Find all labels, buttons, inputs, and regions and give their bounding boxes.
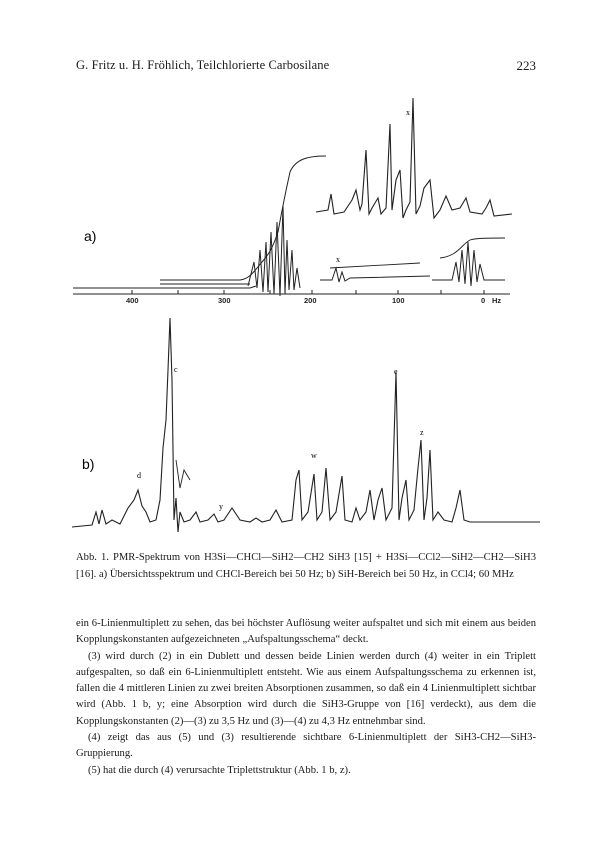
running-title: G. Fritz u. H. Fröhlich, Teilchlorierte Carbosilane [76,58,330,72]
chcl-absorption-overview [320,268,430,282]
body-text [76,616,536,779]
axis-tick-300: 300 [218,296,231,305]
panel-a [73,98,512,305]
axis-ticks [132,290,484,294]
paragraph-4: (5) hat die durch (4) verursachte Triplettstruktur (Abb. 1 b, z). [88,764,351,776]
integral-curve-right [440,238,505,258]
axis-tick-400: 400 [126,296,139,305]
spectrum-detail-trace [176,460,190,488]
panel-b [72,318,540,532]
peak-label-c: c [174,365,178,374]
tms-multiplet-overview [432,242,505,286]
peak-label-z: z [420,428,424,437]
peak-label-d: d [137,471,141,480]
page-number: 223 [516,58,536,73]
axis-unit: Hz [492,296,502,305]
chcl-expanded-spectrum [316,98,512,218]
peak-label-x-low: x [336,255,340,264]
peak-label-e: e [394,367,398,376]
integral-curve-overview [160,156,326,280]
axis-tick-200: 200 [304,296,317,305]
peak-label-y: y [219,502,223,511]
peak-label-w: w [311,451,317,460]
overview-baseline [73,286,256,288]
sih-multiplet-overview [248,206,300,296]
axis-tick-100: 100 [392,296,405,305]
panel-a-label: a) [84,228,97,244]
paragraph-1: ein 6-Linienmultiplett zu sehen, das bei höchster Auflösung weiter aufspaltet und sich mit einem aus beiden Kopplungskonstanten aufgezeichneten „Aufspaltungsschema“ deckt. [76,618,536,646]
panel-b-label: b) [82,456,95,472]
peak-label-x-high: x [406,108,410,117]
paragraph-3: (4) zeigt das aus (5) und (3) resultierende sichtbare 6-Linienmultiplett der SiH3-CH2—SiH3-Gruppierung. [76,732,536,760]
paragraph-2: (3) wird durch (2) in ein Dublett und dessen beide Linien werden durch (4) weiter in ein Triplett aufgespalten, so daß ein 6-Linienmultiplett entsteht. Wie aus einem Aufspaltungsschema zu erkennen ist, fallen die 4 mittleren Linien zu zwei breiten Absorptionen zusammen, so daß ein 4 Linienmultiplett sichtbar wird (Abb. 1 b, y; eine Absorption wird durch die SiH3-Gruppe von [16] verdeckt), aus dem die Kopplungskonstanten (2)—(3) zu 3,5 Hz und (3)—(4) zu 4,3 Hz entnehmbar sind. [76,650,536,727]
sih-region-spectrum [72,318,540,532]
figure-caption: Abb. 1. PMR-Spektrum von H3Si—CHCl—SiH2—CH2 SiH3 [15] + H3Si—CCl2—SiH2—CH2—SiH3 [16]. a) Übersichtsspektrum und CHCl-Bereich bei 50 Hz; b) SiH-Bereich bei 50 Hz, in CCl4; 60 MHz [76,552,536,580]
integral-step-mid [330,263,420,268]
axis-tick-0: 0 [481,296,486,305]
